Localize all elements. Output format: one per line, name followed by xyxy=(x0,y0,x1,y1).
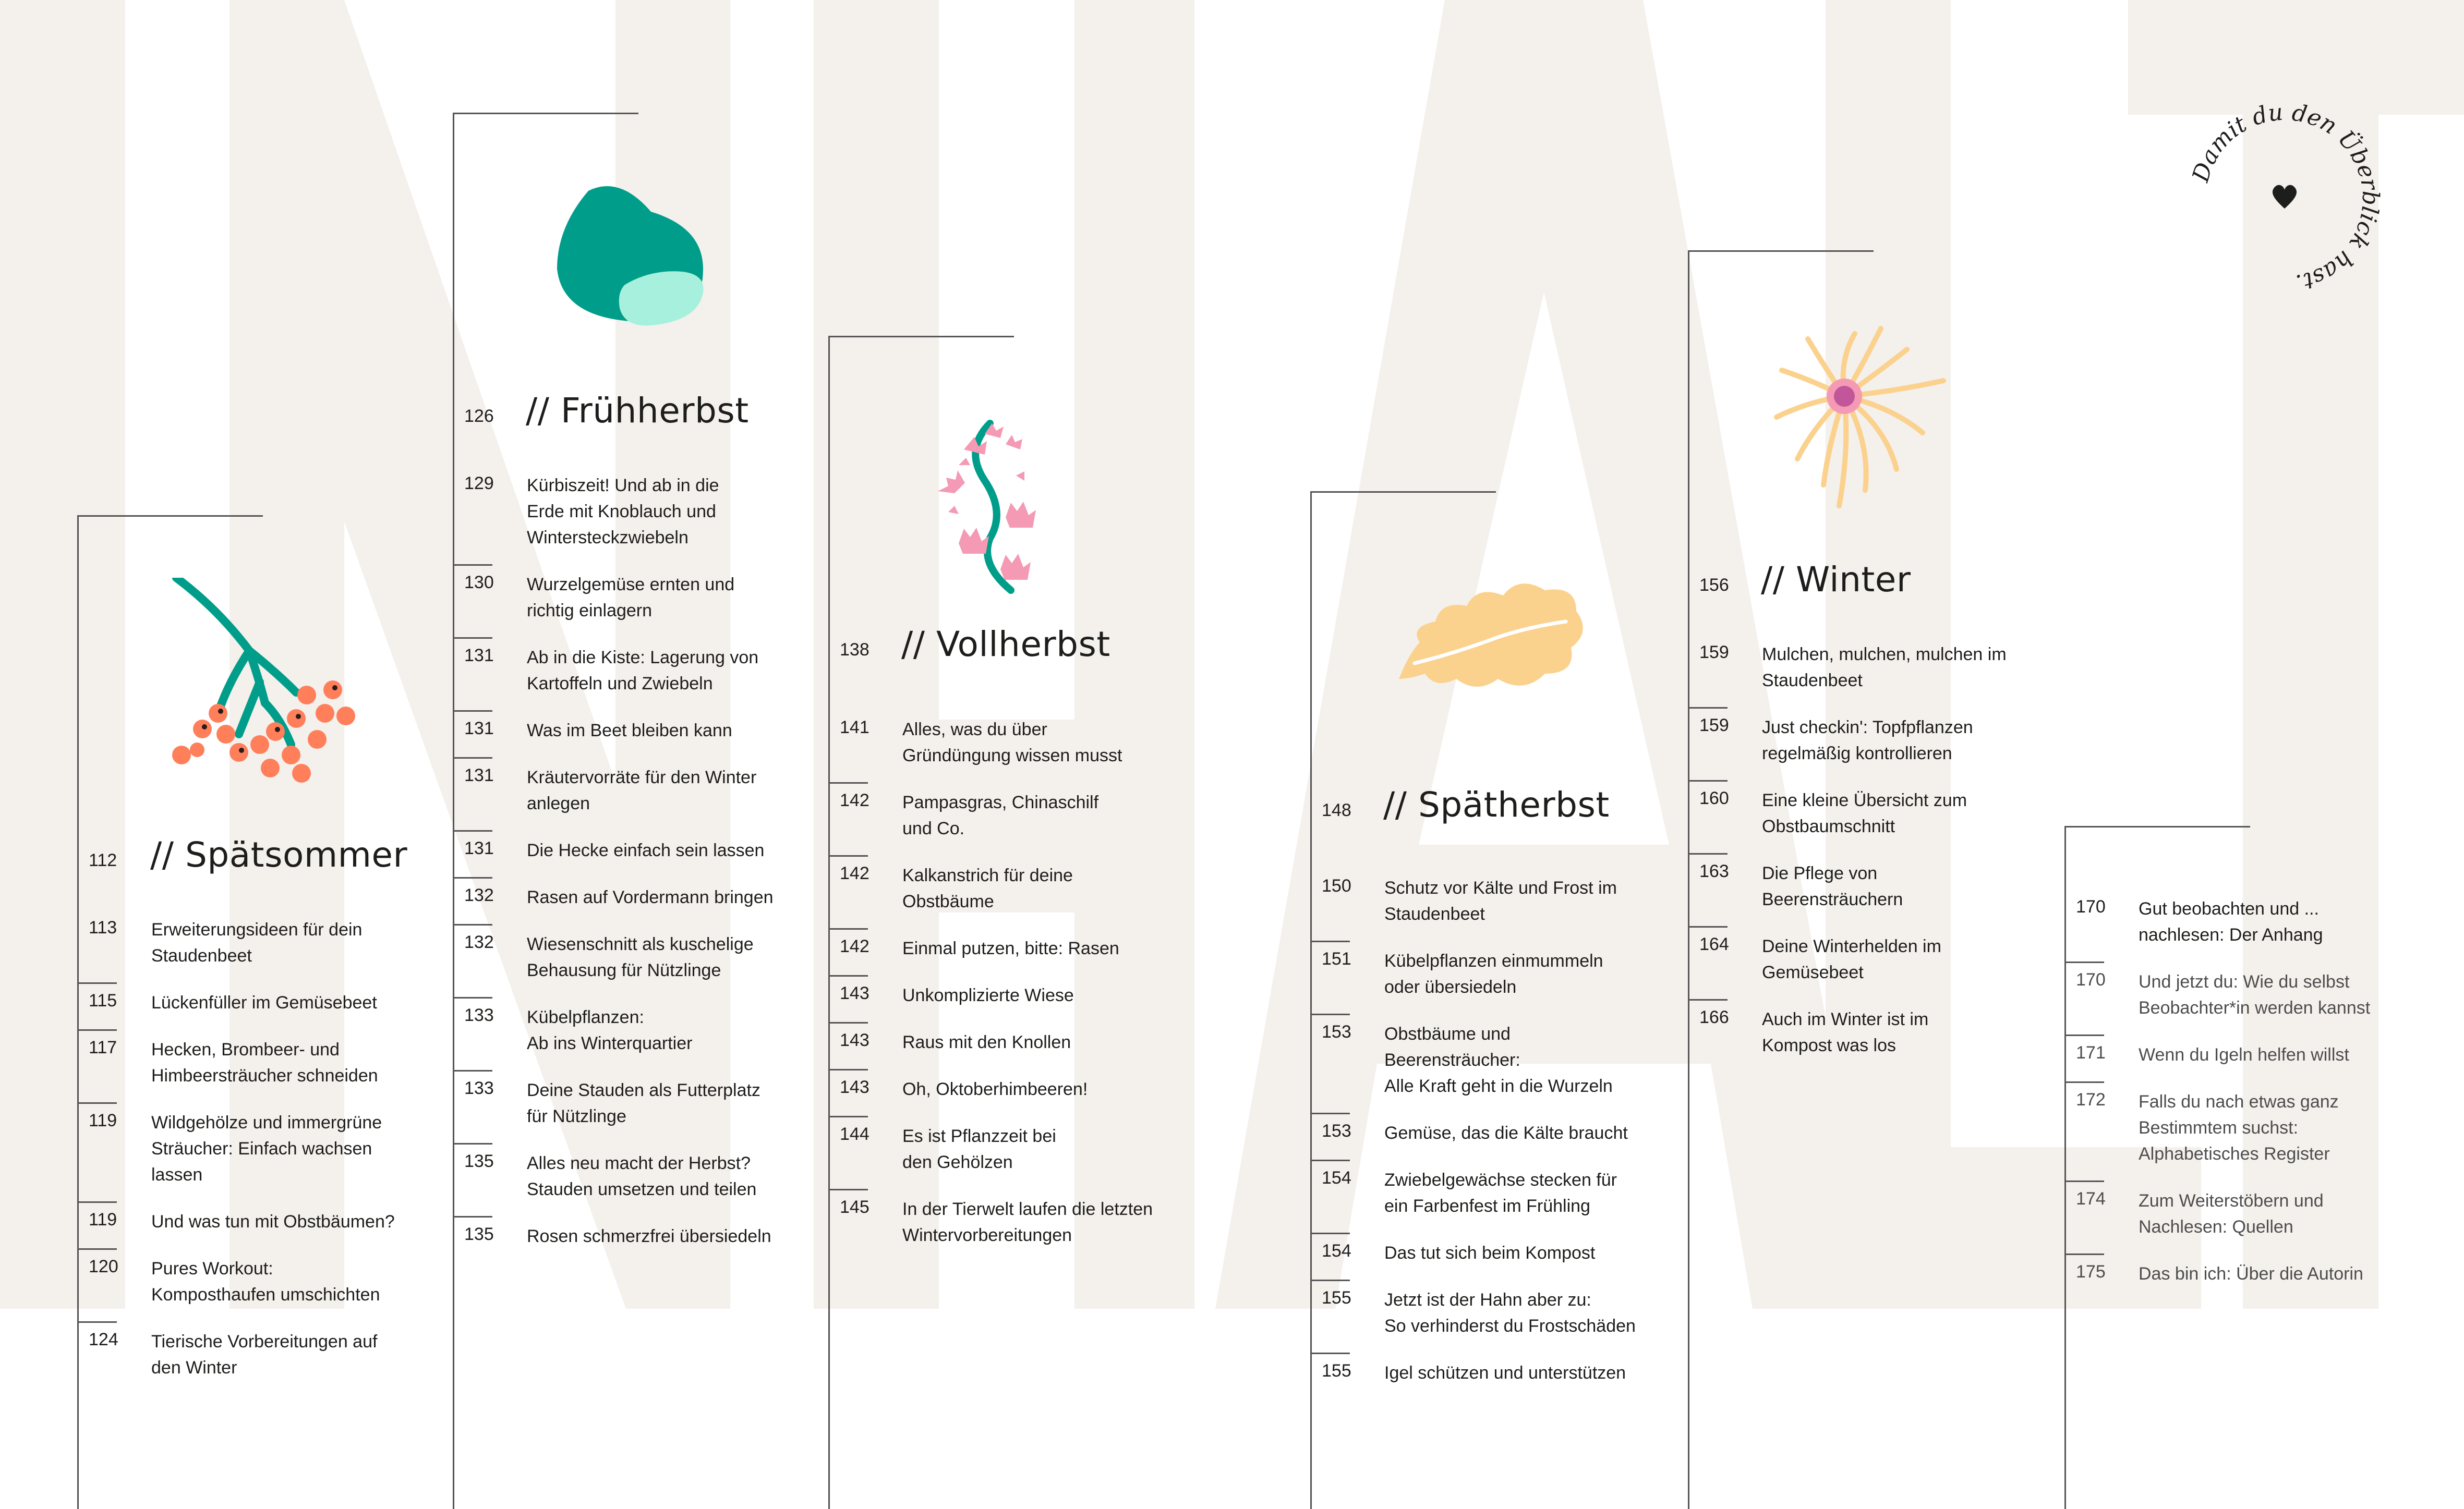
section-page-number: 126 xyxy=(464,406,494,426)
entry-list xyxy=(77,909,411,1394)
entry-title: Pampasgras, Chinaschilf und Co. xyxy=(902,793,1099,838)
toc-entry[interactable] xyxy=(2064,1181,2440,1254)
column-top-rule xyxy=(2064,826,2250,827)
oak-leaf-icon xyxy=(1394,575,1592,695)
entry-list xyxy=(828,709,1183,1262)
page-number: 170 xyxy=(2076,970,2106,990)
entry-title: Kräutervorräte für den Winter anlegen xyxy=(527,768,757,813)
page-number: 132 xyxy=(464,932,494,952)
page-number: 131 xyxy=(464,719,494,738)
page-number: 159 xyxy=(1699,715,1729,735)
toc-entry[interactable] xyxy=(1310,1113,1675,1160)
page-number: 143 xyxy=(840,1030,869,1050)
page-number: 124 xyxy=(89,1330,118,1349)
toc-entry[interactable] xyxy=(2064,1035,2440,1081)
page-number: 155 xyxy=(1322,1288,1351,1308)
section-page-number: 112 xyxy=(89,850,117,870)
entry-title: Lückenfüller im Gemüsebeet xyxy=(151,993,377,1013)
page-number: 142 xyxy=(840,936,869,956)
entry-title: Pures Workout: Komposthaufen umschichten xyxy=(151,1259,380,1305)
toc-entry[interactable] xyxy=(77,1029,411,1102)
chestnut-icon xyxy=(547,180,714,337)
entry-title: Raus mit den Knollen xyxy=(902,1032,1071,1052)
page-number: 154 xyxy=(1322,1241,1351,1261)
toc-entry[interactable] xyxy=(828,1116,1183,1189)
entry-title: Wiesenschnitt als kuschelige Behausung für Nützlinge xyxy=(527,934,754,980)
entry-title: Alles, was du über Gründüngung wissen musst xyxy=(902,720,1122,765)
page-number: 153 xyxy=(1322,1121,1351,1141)
page-number: 141 xyxy=(840,717,869,737)
toc-entry[interactable] xyxy=(828,1189,1183,1262)
page-number: 164 xyxy=(1699,934,1729,954)
entry-title: Was im Beet bleiben kann xyxy=(527,721,732,740)
toc-entry[interactable] xyxy=(2064,889,2440,962)
toc-entry[interactable] xyxy=(2064,1254,2440,1300)
entry-title: Deine Stauden als Futterplatz für Nützlinge xyxy=(527,1080,760,1126)
toc-entry[interactable] xyxy=(828,855,1183,928)
toc-column-fruehherbst xyxy=(453,113,797,1509)
entry-list xyxy=(1310,868,1675,1400)
page-number: 133 xyxy=(464,1078,494,1098)
entry-title: Zwiebelgewächse stecken für ein Farbenfest im Frühling xyxy=(1384,1170,1617,1216)
entry-title: Rasen auf Vordermann bringen xyxy=(527,887,774,907)
entry-title: Eine kleine Übersicht zum Obstbaumschnitt xyxy=(1762,790,1967,836)
entry-title: Unkomplizierte Wiese xyxy=(902,985,1074,1005)
toc-entry[interactable] xyxy=(828,928,1183,975)
toc-entry[interactable] xyxy=(1688,780,2043,853)
page-number: 163 xyxy=(1699,861,1729,881)
entry-list xyxy=(2064,889,2440,1300)
section-title: // Frühherbst xyxy=(526,391,749,431)
section-header xyxy=(453,379,797,431)
section-page-number: 156 xyxy=(1699,575,1729,595)
toc-entry[interactable] xyxy=(828,782,1183,855)
entry-list xyxy=(453,465,797,1263)
entry-title: Kalkanstrich für deine Obstbäume xyxy=(902,866,1073,911)
toc-entry[interactable] xyxy=(1310,941,1675,1014)
flower-vine-icon xyxy=(927,413,1063,595)
page-number: 119 xyxy=(89,1210,117,1230)
page-number: 153 xyxy=(1322,1022,1351,1042)
page-number: 117 xyxy=(89,1038,117,1057)
page-number: 113 xyxy=(89,918,117,938)
entry-title: Wenn du Igeln helfen willst xyxy=(2139,1045,2349,1065)
toc-entry[interactable] xyxy=(1310,1280,1675,1353)
motto-badge xyxy=(2170,83,2399,313)
entry-list xyxy=(1688,634,2043,1072)
entry-title: Gut beobachten und ... nachlesen: Der Anhang xyxy=(2139,899,2323,945)
page-number: 115 xyxy=(89,991,117,1011)
toc-entry[interactable] xyxy=(77,982,411,1029)
page-number: 145 xyxy=(840,1197,869,1217)
rowan-berries-icon xyxy=(171,578,369,786)
entry-title: Igel schützen und unterstützen xyxy=(1384,1363,1626,1383)
page-number: 154 xyxy=(1322,1168,1351,1188)
page-number: 143 xyxy=(840,1077,869,1097)
entry-title: Kürbiszeit! Und ab in die Erde mit Knoblauch und Wintersteckzwiebeln xyxy=(527,476,719,547)
toc-entry[interactable] xyxy=(1310,1160,1675,1233)
entry-title: In der Tierwelt laufen die letzten Wintervorbereitungen xyxy=(902,1199,1153,1245)
page-number: 135 xyxy=(464,1224,494,1244)
toc-column-winter xyxy=(1688,250,2043,1509)
toc-column-spaetherbst xyxy=(1310,491,1675,1509)
toc-entry[interactable] xyxy=(77,1201,411,1248)
column-top-rule xyxy=(453,113,638,114)
toc-entry[interactable] xyxy=(1310,868,1675,941)
section-header xyxy=(828,612,1183,664)
toc-entry[interactable] xyxy=(453,924,797,997)
page-number: 175 xyxy=(2076,1262,2106,1282)
entry-title: Falls du nach etwas ganz Bestimmtem suchst: Alphabetisches Register xyxy=(2139,1092,2339,1164)
column-top-rule xyxy=(1688,250,1874,252)
page-number: 155 xyxy=(1322,1361,1351,1381)
toc-entry[interactable] xyxy=(453,830,797,877)
entry-title: Die Pflege von Beerensträuchern xyxy=(1762,863,1903,909)
toc-column-anhang xyxy=(2064,826,2440,1509)
toc-entry[interactable] xyxy=(828,709,1183,782)
page-number: 129 xyxy=(464,473,494,493)
section-header xyxy=(1310,773,1675,825)
toc-entry[interactable] xyxy=(453,757,797,830)
section-page-number: 148 xyxy=(1322,800,1351,820)
section-title: // Vollherbst xyxy=(901,624,1110,664)
section-header xyxy=(77,823,411,875)
page-number: 119 xyxy=(89,1111,117,1130)
toc-entry[interactable] xyxy=(1310,1233,1675,1280)
entry-title: Kübelpflanzen einmummeln oder übersiedeln xyxy=(1384,951,1603,997)
toc-entry[interactable] xyxy=(77,1321,411,1394)
entry-title: Die Hecke einfach sein lassen xyxy=(527,841,765,860)
section-title: // Winter xyxy=(1761,559,1911,600)
entry-title: Gemüse, das die Kälte braucht xyxy=(1384,1123,1628,1143)
entry-title: Schutz vor Kälte und Frost im Staudenbeet xyxy=(1384,878,1617,924)
toc-entry[interactable] xyxy=(1310,1014,1675,1113)
toc-entry[interactable] xyxy=(1688,853,2043,926)
column-top-rule xyxy=(1310,491,1496,493)
entry-title: Das tut sich beim Kompost xyxy=(1384,1243,1596,1263)
entry-title: Rosen schmerzfrei übersiedeln xyxy=(527,1226,771,1246)
page-number: 166 xyxy=(1699,1007,1729,1027)
entry-title: Erweiterungsideen für dein Staudenbeet xyxy=(151,920,363,966)
page-number: 151 xyxy=(1322,949,1351,969)
toc-entry[interactable] xyxy=(828,1022,1183,1069)
entry-title: Das bin ich: Über die Autorin xyxy=(2139,1264,2363,1284)
page-number: 120 xyxy=(89,1257,118,1276)
entry-title: Auch im Winter ist im Kompost was los xyxy=(1762,1009,1929,1055)
toc-entry[interactable] xyxy=(77,1102,411,1201)
page-number: 131 xyxy=(464,838,494,858)
toc-entry[interactable] xyxy=(2064,1081,2440,1181)
page-number: 131 xyxy=(464,765,494,785)
page-number: 150 xyxy=(1322,876,1351,896)
entry-title: Deine Winterhelden im Gemüsebeet xyxy=(1762,936,1941,982)
toc-entry[interactable] xyxy=(453,710,797,757)
toc-entry[interactable] xyxy=(453,465,797,564)
page-number: 130 xyxy=(464,573,494,592)
toc-column-spaetsommer xyxy=(77,515,411,1509)
page-number: 174 xyxy=(2076,1189,2106,1209)
toc-entry[interactable] xyxy=(828,975,1183,1022)
entry-title: Zum Weiterstöbern und Nachlesen: Quellen xyxy=(2139,1191,2324,1237)
toc-entry[interactable] xyxy=(453,997,797,1070)
entry-title: Ab in die Kiste: Lagerung von Kartoffeln und Zwiebeln xyxy=(527,648,759,693)
toc-entry[interactable] xyxy=(1688,999,2043,1072)
toc-entry[interactable] xyxy=(828,1069,1183,1116)
entry-title: Wildgehölze und immergrüne Sträucher: Einfach wachsen lassen xyxy=(151,1113,382,1185)
page-number: 159 xyxy=(1699,642,1729,662)
column-top-rule xyxy=(828,336,1014,337)
toc-entry[interactable] xyxy=(77,1248,411,1321)
entry-title: Kübelpflanzen: Ab ins Winterquartier xyxy=(527,1007,693,1053)
page-number: 144 xyxy=(840,1124,869,1144)
page-number: 142 xyxy=(840,863,869,883)
toc-entry[interactable] xyxy=(453,637,797,710)
page-number: 143 xyxy=(840,983,869,1003)
section-title: // Spätsommer xyxy=(150,835,408,875)
toc-entry[interactable] xyxy=(1688,634,2043,707)
entry-title: Oh, Oktoberhimbeeren! xyxy=(902,1079,1088,1099)
entry-title: Alles neu macht der Herbst? Stauden umsetzen und teilen xyxy=(527,1153,757,1199)
entry-title: Und was tun mit Obstbäumen? xyxy=(151,1212,395,1232)
column-top-rule xyxy=(77,515,263,517)
entry-title: Wurzelgemüse ernten und richtig einlagern xyxy=(527,575,735,620)
motto-text: Damit du den Überblick hast. xyxy=(2187,99,2384,297)
page-number: 132 xyxy=(464,885,494,905)
entry-title: Tierische Vorbereitungen auf den Winter xyxy=(151,1332,378,1378)
toc-entry[interactable] xyxy=(1688,926,2043,999)
section-title: // Spätherbst xyxy=(1383,785,1610,825)
entry-title: Mulchen, mulchen, mulchen im Staudenbeet xyxy=(1762,644,2007,690)
entry-title: Hecken, Brombeer- und Himbeersträucher schneiden xyxy=(151,1040,378,1086)
entry-title: Und jetzt du: Wie du selbst Beobachter*in werden kannst xyxy=(2139,972,2371,1018)
page-number: 142 xyxy=(840,790,869,810)
toc-column-vollherbst xyxy=(828,336,1183,1509)
section-page-number: 138 xyxy=(840,640,869,660)
page-number: 133 xyxy=(464,1005,494,1025)
entry-title: Einmal putzen, bitte: Rasen xyxy=(902,939,1119,958)
heart-icon xyxy=(2273,185,2297,209)
toc-entry[interactable] xyxy=(1688,707,2043,780)
page-number: 160 xyxy=(1699,788,1729,808)
clematis-seedhead-icon xyxy=(1766,318,1964,521)
entry-title: Obstbäume und Beerensträucher: Alle Kraft geht in die Wurzeln xyxy=(1384,1024,1613,1096)
toc-entry[interactable] xyxy=(453,564,797,637)
page-number: 131 xyxy=(464,646,494,665)
toc-entry[interactable] xyxy=(453,1070,797,1143)
entry-title: Jetzt ist der Hahn aber zu: So verhinderst du Frostschäden xyxy=(1384,1290,1636,1336)
toc-entry[interactable] xyxy=(453,877,797,924)
toc-entry[interactable] xyxy=(2064,962,2440,1035)
toc-entry[interactable] xyxy=(77,909,411,982)
page-number: 135 xyxy=(464,1151,494,1171)
page-number: 171 xyxy=(2076,1043,2106,1063)
entry-title: Just checkin': Topfpflanzen regelmäßig kontrollieren xyxy=(1762,717,1973,763)
toc-entry[interactable] xyxy=(453,1216,797,1263)
page-number: 172 xyxy=(2076,1090,2106,1110)
entry-title: Es ist Pflanzzeit bei den Gehölzen xyxy=(902,1126,1056,1172)
toc-entry[interactable] xyxy=(453,1143,797,1216)
section-header xyxy=(1688,547,2043,600)
page-number: 170 xyxy=(2076,897,2106,917)
toc-entry[interactable] xyxy=(1310,1353,1675,1400)
